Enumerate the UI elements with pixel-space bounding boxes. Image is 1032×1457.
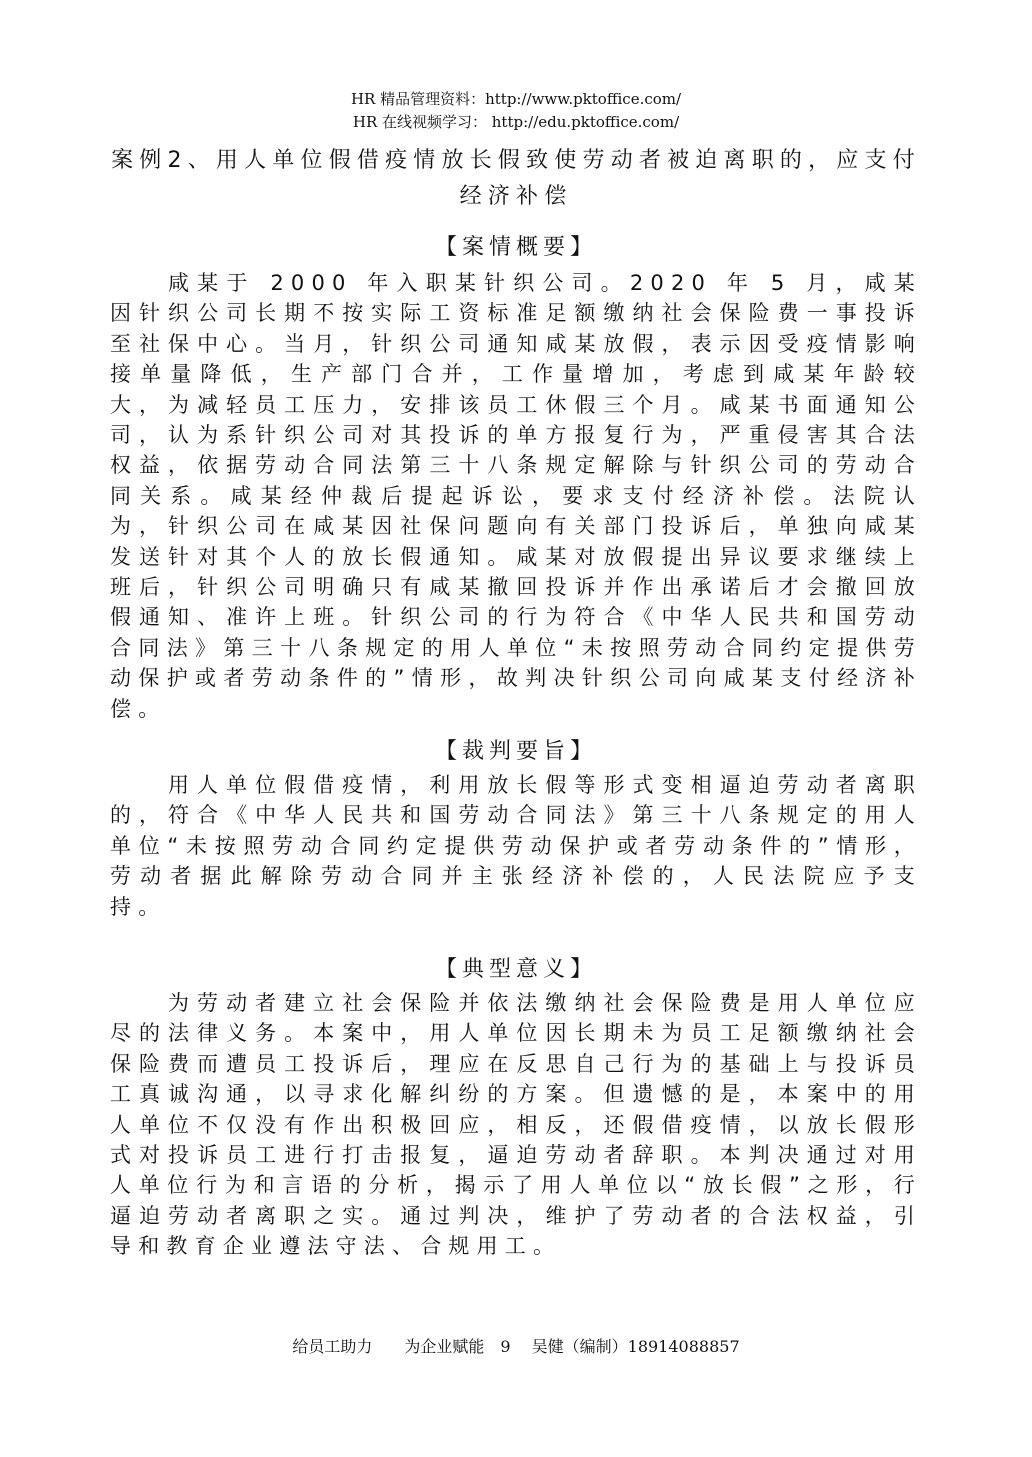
header-line-materials: HR 精品管理资料：http://www.pktoffice.com/ [350,90,682,108]
page-header [0,88,1032,134]
case-title: 案例2、用人单位假借疫情放长假致使劳动者被迫离职的，应支付经济补偿 [111,148,921,209]
header-line-videos: HR 在线视频学习： http://edu.pktoffice.com/ [352,113,680,131]
footer-text: 给员工助力 为企业赋能 9 吴健（编制）18914088857 [292,1337,740,1356]
section-body-case-summary: 咸某于 2000 年入职某针织公司。2020 年 5 月，咸某因针织公司长期不按实际工资标准足额缴纳社会保险费一事投诉至社保中心。当月，针织公司通知咸某放假，表示因受疫情影响接单量降低，生产部门合并，工作量增加，考虑到咸某年龄较大，为减轻员工压力，安排该员工休假三个月。咸某书面通知公司，认为系针织公司对其投诉的单方报复行为，严重侵害其合法权益，依据劳动合同法第三十八条规定解除与针织公司的劳动合同关系。咸某经仲裁后提起诉讼，要求支付经济补偿。法院认为，针织公司在咸某因社保问题向有关部门投诉后，单独向咸某发送针对其个人的放长假通知。咸某对放假提出异议要求继续上班后，针织公司明确只有咸某撤回投诉并作出承诺后才会撤回放假通知、准许上班。针织公司的行为符合《中华人民共和国劳动合同法》第三十八条规定的用人单位“未按照劳动合同约定提供劳动保护或者劳动条件的”情形，故判决针织公司向咸某支付经济补偿。 [110,271,922,721]
section-heading-case-summary: 【案情概要】 [434,235,597,260]
section-body-judgment-gist: 用人单位假借疫情，利用放长假等形式变相逼迫劳动者离职的，符合《中华人民共和国劳动合同法》第三十八条规定的用人单位“未按照劳动合同约定提供劳动保护或者劳动条件的”情形，劳动者据此解除劳动合同并主张经济补偿的，人民法院应予支持。 [110,773,922,919]
section-heading-significance: 【典型意义】 [434,957,597,982]
section-body-significance: 为劳动者建立社会保险并依法缴纳社会保险费是用人单位应尽的法律义务。本案中，用人单位因长期未为员工足额缴纳社会保险费而遭员工投诉后，理应在反思自己行为的基础上与投诉员工真诚沟通，以寻求化解纠纷的方案。但遗憾的是，本案中的用人单位不仅没有作出积极回应，相反，还假借疫情，以放长假形式对投诉员工进行打击报复，逼迫劳动者辞职。本判决通过对用人单位行为和言语的分析，揭示了用人单位以“放长假”之形，行逼迫劳动者离职之实。通过判决，维护了劳动者的合法权益，引导和教育企业遵法守法、合规用工。 [110,991,922,1259]
page-footer [0,1336,1032,1358]
section-heading-judgment-gist: 【裁判要旨】 [434,739,597,764]
